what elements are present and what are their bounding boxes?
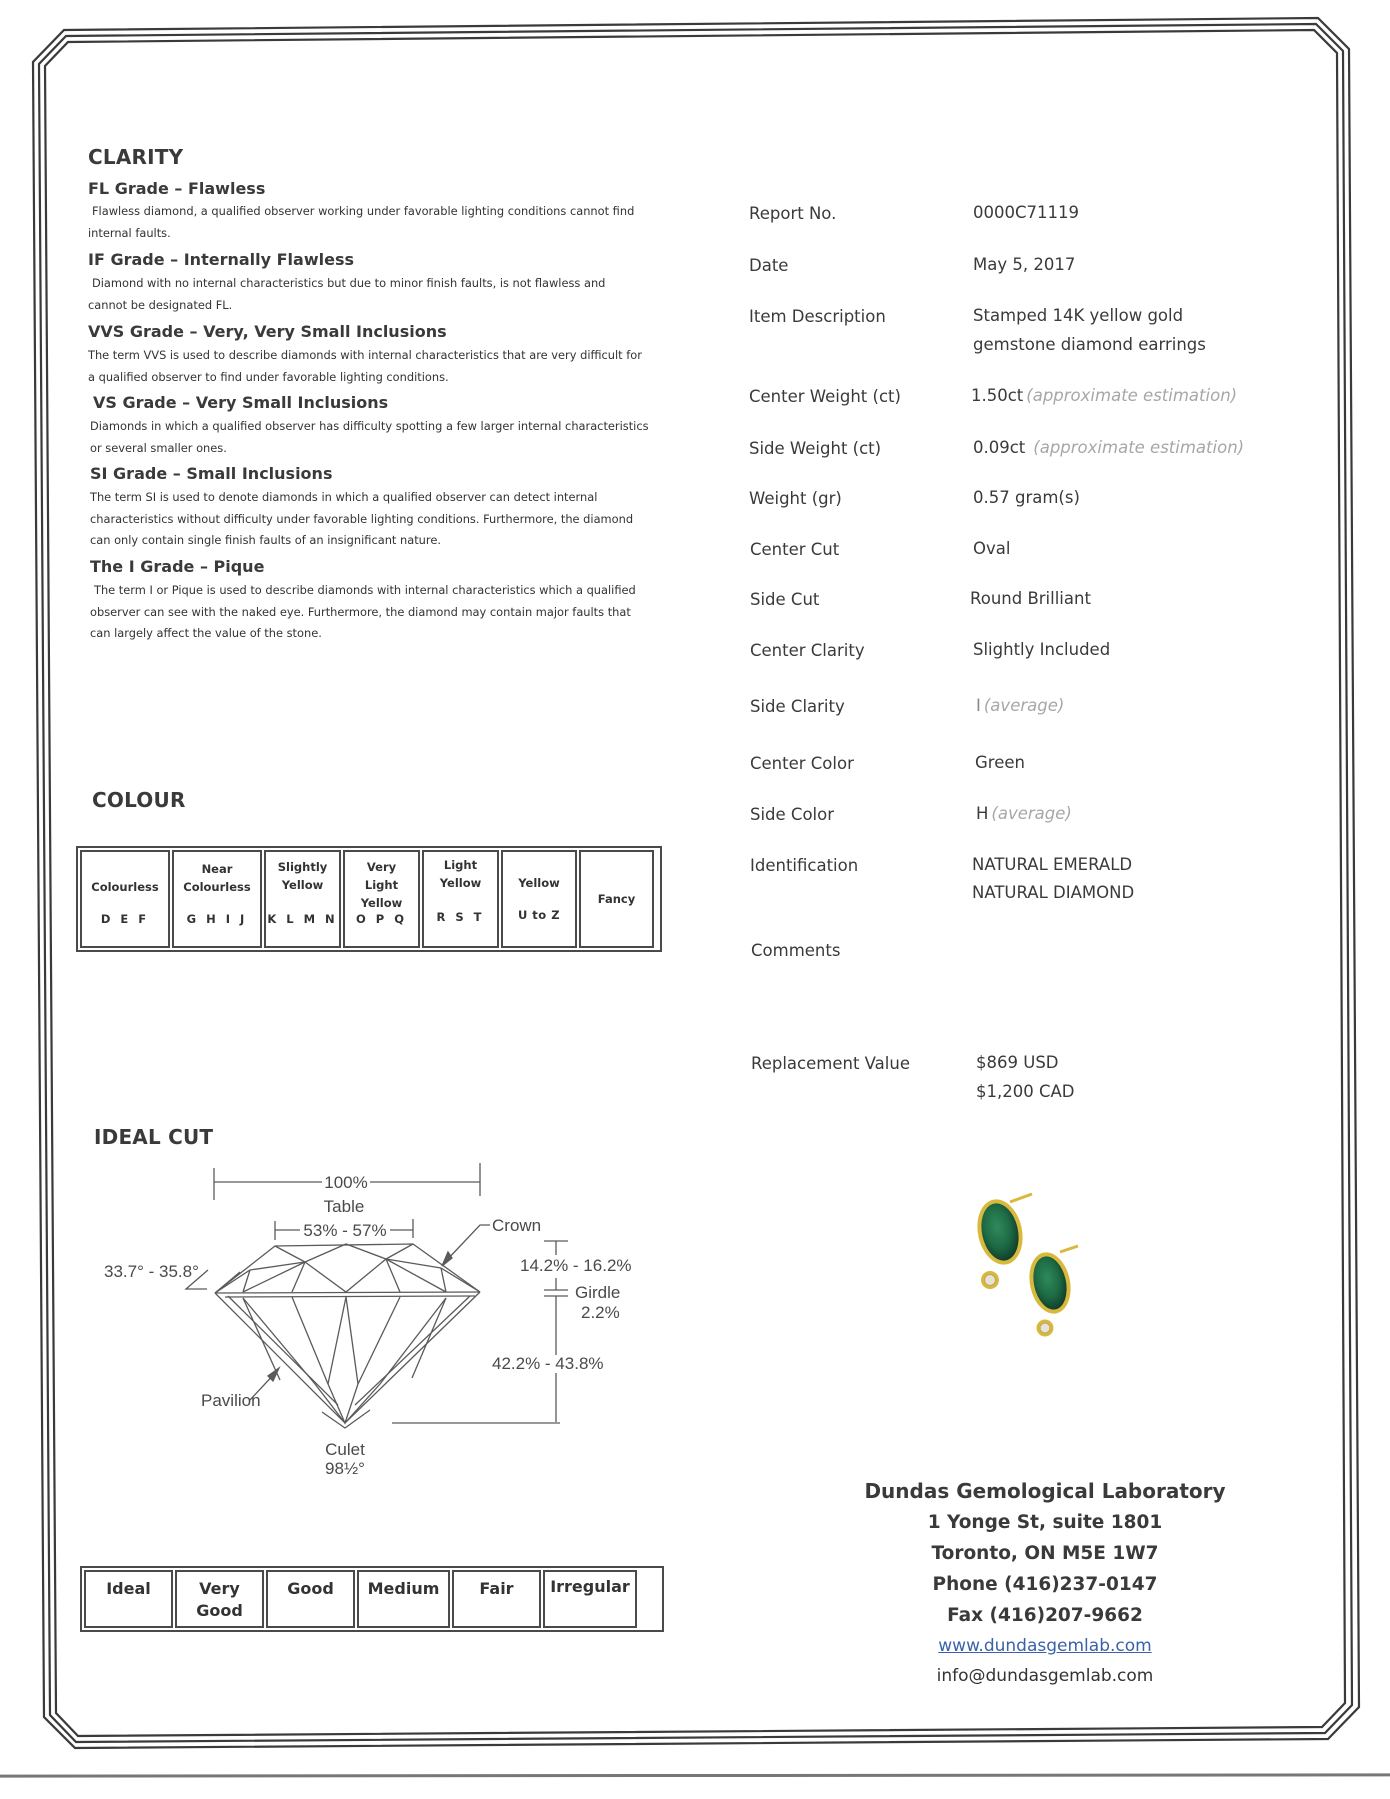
cut-grade-label: Irregular bbox=[550, 1577, 630, 1596]
lab-email: info@dundasgemlab.com bbox=[936, 1666, 1154, 1686]
cut-cell-very-good bbox=[175, 1570, 264, 1628]
cut-grade-label: Fair bbox=[479, 1579, 514, 1598]
side-color-value bbox=[976, 799, 1072, 828]
identification-label: Identification bbox=[750, 856, 859, 875]
cut-grade-label: Very Good bbox=[196, 1579, 243, 1620]
cut-grade-label: Ideal bbox=[106, 1579, 151, 1598]
center-color-label: Center Color bbox=[750, 754, 854, 773]
total-width-label: 100% bbox=[324, 1173, 368, 1192]
grade-vvs-description: The term VVS is used to describe diamonds with internal characteristics that are very difficult for a qualified observer to find under favorable lighting conditions. bbox=[88, 348, 642, 384]
colour-name: Near Colourless bbox=[183, 862, 251, 894]
crown-angle-label: 33.7° - 35.8° bbox=[104, 1262, 199, 1281]
girdle-value-label: 2.2% bbox=[581, 1303, 620, 1322]
colour-name: Light Yellow bbox=[439, 858, 482, 890]
center-cut-label: Center Cut bbox=[750, 540, 840, 559]
culet-label: Culet bbox=[325, 1440, 365, 1459]
lab-fax: Fax (416)207-9662 bbox=[947, 1605, 1143, 1626]
item-description-label: Item Description bbox=[749, 307, 886, 326]
grade-vvs-title: VVS Grade – Very, Very Small Inclusions bbox=[88, 322, 447, 341]
colour-name: Fancy bbox=[597, 892, 636, 906]
grade-fl-title: FL Grade – Flawless bbox=[88, 179, 266, 198]
colour-letters: R S T bbox=[436, 910, 485, 924]
ideal-cut-diagram bbox=[0, 0, 700, 1500]
side-clarity-note: (average) bbox=[983, 696, 1065, 715]
side-cut-value: Round Brilliant bbox=[970, 589, 1091, 608]
side-weight-value bbox=[973, 433, 1244, 462]
comments-label: Comments bbox=[751, 941, 841, 960]
grade-i-title: The I Grade – Pique bbox=[90, 557, 265, 576]
colour-letters: K L M N bbox=[267, 912, 338, 926]
cut-cell-medium bbox=[357, 1570, 450, 1628]
identification-value-line2: NATURAL DIAMOND bbox=[972, 883, 1135, 902]
culet-angle-label: 98½° bbox=[325, 1459, 365, 1478]
lab-website-link[interactable]: www.dundasgemlab.com bbox=[938, 1636, 1152, 1656]
colour-letters: U to Z bbox=[517, 908, 561, 922]
grade-vs-description: Diamonds in which a qualified observer has difficulty spotting a few larger internal characteristics or several smaller ones. bbox=[90, 419, 649, 455]
pavilion-depth-label: 42.2% - 43.8% bbox=[492, 1354, 604, 1373]
ideal-cut-heading: IDEAL CUT bbox=[94, 1125, 214, 1149]
side-weight-label: Side Weight (ct) bbox=[749, 439, 882, 458]
replacement-value-label: Replacement Value bbox=[751, 1054, 910, 1073]
earrings-photo bbox=[950, 1190, 1090, 1340]
lab-phone: Phone (416)237-0147 bbox=[932, 1574, 1158, 1595]
crown-height-label: 14.2% - 16.2% bbox=[520, 1256, 632, 1275]
colour-letters: O P Q bbox=[356, 912, 407, 926]
lab-contact-block bbox=[835, 1476, 1255, 1691]
colour-name: Very Light Yellow bbox=[360, 860, 403, 910]
weight-value: 0.57 gram(s) bbox=[973, 488, 1080, 507]
cut-cell-irregular bbox=[543, 1570, 637, 1628]
side-color-note: (average) bbox=[991, 804, 1072, 823]
center-color-value: Green bbox=[975, 753, 1025, 772]
colour-name: Colourless bbox=[91, 880, 159, 894]
center-weight-note: (approximate estimation) bbox=[1026, 386, 1238, 405]
center-cut-value: Oval bbox=[973, 539, 1011, 558]
grade-if-description: Diamond with no internal characteristics but due to minor finish faults, is not flawless and cannot be designated FL. bbox=[88, 276, 606, 312]
colour-letters: D E F bbox=[100, 912, 150, 926]
table-label: Table bbox=[323, 1197, 365, 1216]
cut-grade-label: Good bbox=[287, 1579, 334, 1598]
grade-fl-description: Flawless diamond, a qualified observer working under favorable lighting conditions cannot find internal faults. bbox=[88, 204, 635, 240]
replacement-value-usd: $869 USD bbox=[976, 1053, 1059, 1072]
center-weight-number: 1.50ct bbox=[971, 386, 1024, 405]
colour-name: Slightly Yellow bbox=[277, 860, 328, 892]
item-description-value-line2: gemstone diamond earrings bbox=[973, 335, 1206, 354]
side-clarity-grade: I bbox=[976, 696, 981, 715]
clarity-heading: CLARITY bbox=[88, 145, 184, 169]
weight-label: Weight (gr) bbox=[749, 489, 842, 508]
earring-left bbox=[972, 1194, 1032, 1289]
pavilion-label: Pavilion bbox=[201, 1391, 261, 1410]
table-range-label: 53% - 57% bbox=[303, 1221, 387, 1240]
side-clarity-value bbox=[976, 691, 1064, 720]
cut-grade-table bbox=[80, 1566, 664, 1632]
earring-right bbox=[1024, 1246, 1078, 1337]
cut-cell-ideal bbox=[84, 1570, 173, 1628]
report-no-value: 0000C71119 bbox=[973, 203, 1080, 222]
date-label: Date bbox=[749, 256, 789, 275]
cut-cell-good bbox=[266, 1570, 355, 1628]
cut-grade-label: Medium bbox=[367, 1579, 440, 1598]
grade-si-description: The term SI is used to denote diamonds in which a qualified observer can detect internal characteristics without difficulty under favorable lighting conditions. Furthermore, the diamond can only contain single finish faults of an insignificant nature. bbox=[90, 490, 634, 547]
colour-name: Yellow bbox=[518, 876, 560, 890]
center-weight-label: Center Weight (ct) bbox=[749, 387, 901, 406]
side-weight-number: 0.09ct bbox=[973, 438, 1026, 457]
side-cut-label: Side Cut bbox=[750, 590, 820, 609]
lab-address-line2: Toronto, ON M5E 1W7 bbox=[931, 1543, 1159, 1564]
grade-si-title: SI Grade – Small Inclusions bbox=[90, 464, 333, 483]
grade-if-title: IF Grade – Internally Flawless bbox=[88, 250, 354, 269]
crown-label: Crown bbox=[492, 1216, 542, 1235]
center-weight-value bbox=[971, 381, 1237, 410]
side-color-grade: H bbox=[976, 804, 989, 823]
report-no-label: Report No. bbox=[749, 204, 837, 223]
cut-cell-fair bbox=[452, 1570, 541, 1628]
item-description-value: Stamped 14K yellow gold bbox=[973, 306, 1184, 325]
lab-name: Dundas Gemological Laboratory bbox=[864, 1479, 1226, 1503]
colour-heading: COLOUR bbox=[92, 788, 186, 812]
side-clarity-label: Side Clarity bbox=[750, 697, 845, 716]
identification-value: NATURAL EMERALD bbox=[972, 855, 1133, 874]
side-color-label: Side Color bbox=[750, 805, 835, 824]
grade-vs-title: VS Grade – Very Small Inclusions bbox=[93, 393, 389, 412]
grade-i-description: The term I or Pique is used to describe diamonds with internal characteristics which a qualified observer can see with the naked eye. Furthermore, the diamond may contain major faults that can largely affect the value of the stone. bbox=[90, 583, 636, 640]
center-clarity-label: Center Clarity bbox=[750, 641, 865, 660]
replacement-value-cad: $1,200 CAD bbox=[976, 1082, 1075, 1101]
date-value: May 5, 2017 bbox=[973, 255, 1076, 274]
girdle-label: Girdle bbox=[575, 1283, 621, 1302]
colour-letters: G H I J bbox=[186, 912, 248, 926]
side-weight-note: (approximate estimation) bbox=[1033, 438, 1245, 457]
center-clarity-value: Slightly Included bbox=[973, 640, 1111, 659]
lab-address-line1: 1 Yonge St, suite 1801 bbox=[927, 1512, 1163, 1533]
